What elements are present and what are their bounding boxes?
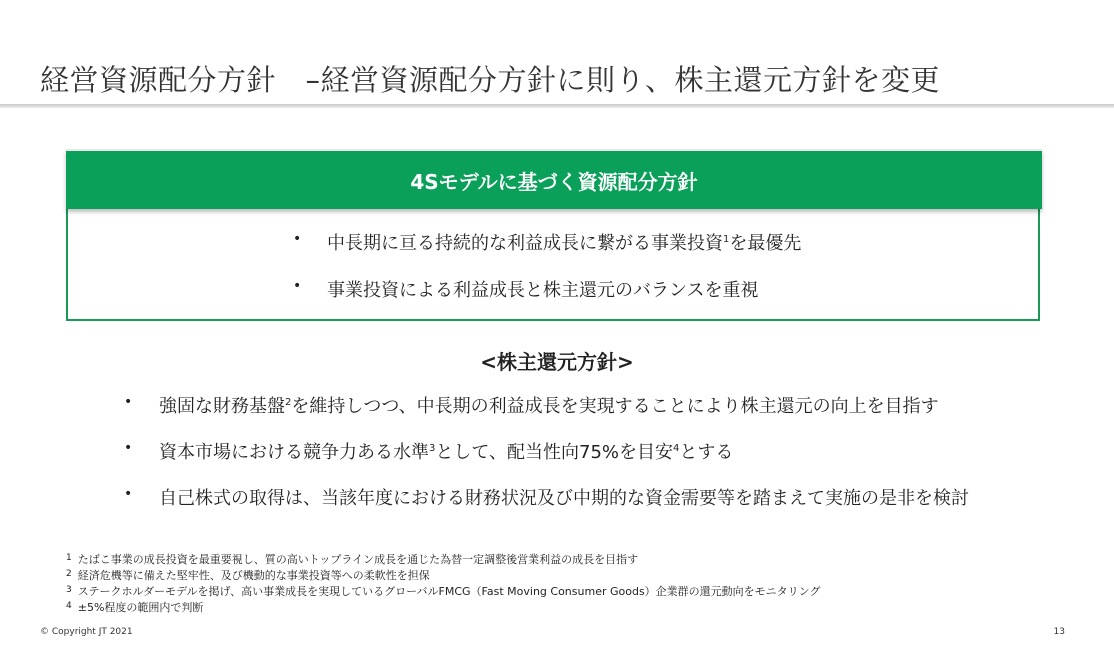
- return-item-text-part: 資本市場における競争力ある水準: [159, 442, 429, 463]
- policy-list: [68, 225, 1038, 319]
- return-item-text-part: とする: [679, 442, 734, 463]
- bullet-icon: •: [124, 486, 133, 502]
- return-item-text: [159, 392, 939, 418]
- policy-box-header: 4Sモデルに基づく資源配分方針: [66, 149, 1042, 209]
- shareholder-return-list: [0, 388, 1114, 526]
- return-item-payout-ratio: [0, 434, 1114, 480]
- policy-item-text: 事業投資による利益成長と株主還元のバランスを重視: [327, 280, 759, 301]
- return-item-text-part: 強固な財務基盤: [159, 396, 285, 417]
- return-item-text-part: として、配当性向75%を目安: [435, 442, 674, 463]
- footnote-text: 経済危機等に備えた堅牢性、及び機動的な事業投資等への柔軟性を担保: [77, 569, 430, 582]
- shareholder-return-heading: <株主還元方針>: [480, 350, 634, 374]
- return-item-financial-base: [0, 388, 1114, 434]
- resource-allocation-policy-box: [66, 149, 1040, 321]
- copyright: © Copyright JT 2021: [40, 627, 133, 637]
- policy-item-text-part: 中長期に亘る持続的な利益成長に繋がる事業投資: [327, 233, 723, 254]
- footnote-number: 4: [66, 601, 72, 611]
- return-item-text: [159, 438, 733, 464]
- footnotes: [66, 551, 820, 615]
- footnote-number: 3: [66, 585, 72, 595]
- bullet-icon: •: [124, 394, 133, 410]
- bullet-icon: •: [124, 440, 133, 456]
- policy-item-text-part: を最優先: [729, 233, 802, 254]
- footnote-ref-3: 3: [429, 443, 436, 454]
- bullet-icon: •: [293, 278, 302, 294]
- return-item-text-part: を維持しつつ、中長期の利益成長を実現することにより株主還元の向上を目指す: [291, 396, 939, 417]
- footnote-1: [66, 551, 820, 567]
- footnote-text: ステークホルダーモデルを掲げ、高い事業成長を実現しているグローバルFMCG（Fast Moving Consumer Goods）企業群の還元動向をモニタリング: [77, 585, 821, 598]
- footnote-ref-2: 2: [285, 397, 292, 408]
- return-item-text: 自己株式の取得は、当該年度における財務状況及び中期的な資金需要等を踏まえて実施の是非を検討: [159, 488, 969, 509]
- slide-title: 経営資源配分方針 –経営資源配分方針に則り、株主還元方針を変更: [40, 63, 941, 97]
- policy-item-balance: [68, 272, 1038, 319]
- footnote-number: 2: [66, 569, 72, 579]
- policy-item-text: [327, 229, 801, 255]
- footnote-4: [66, 599, 820, 615]
- footnote-ref-1: 1: [723, 234, 730, 245]
- footnote-2: [66, 567, 820, 583]
- return-item-share-buyback: [0, 480, 1114, 526]
- bullet-icon: •: [293, 231, 302, 247]
- page-number: 13: [1053, 627, 1065, 637]
- footnote-text: たばこ事業の成長投資を最重要視し、質の高いトップライン成長を通じた為替一定調整後営業利益の成長を目指す: [77, 553, 639, 566]
- footnote-text: ±5%程度の範囲内で判断: [77, 601, 204, 614]
- title-divider: [0, 104, 1114, 108]
- footnote-ref-4: 4: [673, 443, 680, 454]
- footnote-3: [66, 583, 820, 599]
- footnote-number: 1: [66, 553, 72, 563]
- policy-item-business-investment: [68, 225, 1038, 272]
